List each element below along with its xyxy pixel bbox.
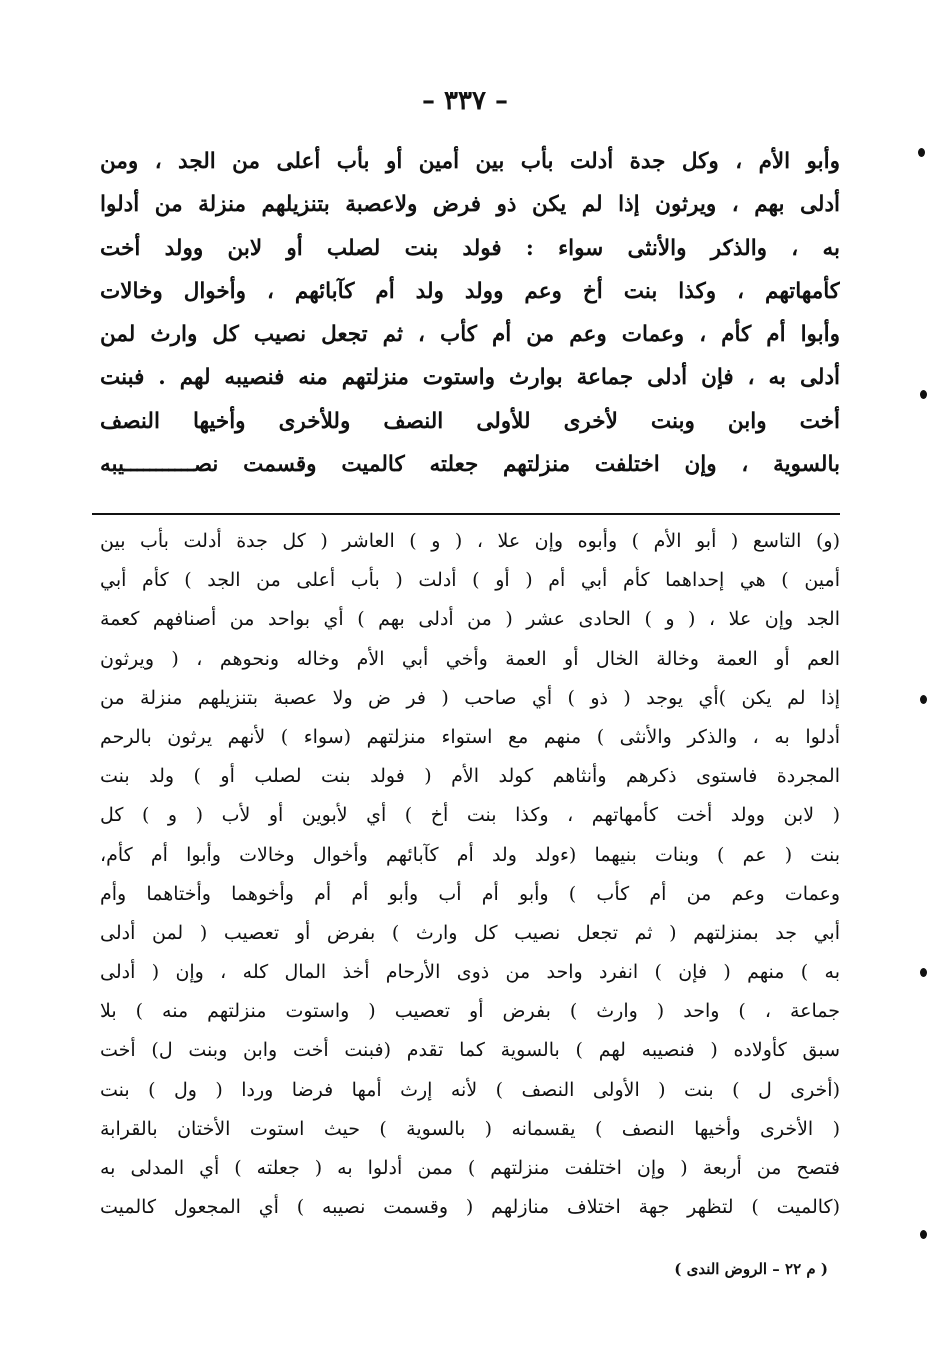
commentary-block (100, 522, 840, 1227)
main-text-line: بالسوية ، وإن اختلفت منزلتهم جعلته كالميت وقسمت نصـــــــــــيبه (100, 452, 840, 478)
binding-hole-mark (920, 1230, 927, 1239)
main-text-line: أدلى بهم ، ويرثون إذا لم يكن ذو فرض ولاعصبة بتنزيلهم منزلة من أدلوا (100, 192, 840, 218)
main-text-line: أخت وابن وبنت لأخرى للأولى النصف وللأخرى وأخيها النصف (100, 408, 840, 434)
commentary-line: (أخرى ل ) بنت ( الأولى النصف ) لأنه إرث أمها فرضا وردا ( ول ) بنت (100, 1078, 840, 1101)
commentary-line: إذا لم يكن )أي يوجد ( ذو ) أي صاحب ( فر ض ولا عصبة بتنزيلهم منزلة من (100, 686, 840, 709)
commentary-line: أبي جد بمنزلتهم ( ثم تجعل نصيب كل وارث ) بفرض أو تعصيب ( لمن أدلى (100, 921, 840, 944)
commentary-line: ( الأخرى وأخيها النصف ) يقسمانه ( بالسوية ) حيث استوت الأختان بالقرابة (100, 1117, 840, 1140)
commentary-line: وعمات وعم من أم كأب ) وأبو أم أب وأبو أم أم وأخوهما وأختاهما وأم (100, 882, 840, 905)
main-text-line: به ، والذكر والأنثى سواء : فولد بنت لصلب أو لابن وولد أخت (100, 235, 840, 261)
binding-hole-mark (918, 148, 925, 157)
separator-rule (92, 513, 840, 515)
main-text-line: كأمهاتهم ، وكذا بنت أخ وعم وولد ولد أم كآبائهم ، وأخوال وخالات (100, 278, 840, 304)
commentary-line: أدلوا به ، والذكر والأنثى ) منهم مع استواء منزلتهم (سواء ) لأنهم يرثون بالرحم (100, 725, 840, 748)
commentary-line: أمين ) هي إحداهما كأم أبي أم ( أو ) أدلت ( بأب أعلى من الجد ) كأم أبي (100, 569, 840, 592)
commentary-line: به ) منهم ( فإن ) انفرد واحد من ذوى الأرحام أخذ المال كله ، وإن ( أدلى (100, 961, 840, 984)
commentary-line: بنت ( عم ) وبنات بنيهما (ءولد ولد أم كآبائهم وأخوال وخالات وأبوا أم كأم، (100, 843, 840, 866)
commentary-line: (كالميت ) لتظهر جهة اختلاف منازلهم ( وقسمت نصيبه ) أي المجعول كالميت (100, 1196, 840, 1219)
main-text-block (100, 140, 840, 486)
page-number: – ٣٣٧ – (421, 86, 509, 116)
signature-text: ( م ٢٢ – الروض الندى ) (674, 1260, 828, 1278)
commentary-line: الجد وإن علا ، ( و ) الحادى عشر ( من أدلى بهم ) أي بواحد من أصنافهم كعمة (100, 608, 840, 631)
binding-hole-mark (920, 968, 927, 977)
binding-hole-mark (920, 695, 927, 704)
main-text-line: وأبوا أم كأم ، وعمات وعم من أم كأب ، ثم تجعل نصيب كل وارث لمن (100, 322, 840, 348)
commentary-line: فتصح من أربعة ( وإن اختلفت منزلتهم ) ممن أدلوا به ( جعلته ) أي المدلى به (100, 1157, 840, 1179)
commentary-line: المجردة فاستوى ذكرهم وأنثاهم كولد الأم ( فولد بنت لصلب أو ) ولد بنت (100, 765, 840, 788)
commentary-line: سبق كأولاده ( فنصيبه لهم ) بالسوية كما تقدم (فبنت أخت وابن وبنت ل) أخت (100, 1039, 840, 1062)
commentary-line: ( لابن وولد أخت كأمهاتهم ، وكذا بنت أخ ) أي لأبوين أو لأب ( و ) كل (100, 804, 840, 827)
binding-hole-mark (920, 390, 927, 399)
commentary-line: العم أو العمة وخالة الخال أو العمة وأخي أبي الأم وخاله ونحوهم ، ( ويرثون (100, 647, 840, 670)
commentary-line: (و) التاسع ( أبو الأم ) وأبوه وإن علا ، ( و ) العاشر ( كل جدة أدلت بأب بين (100, 530, 840, 552)
main-text-line: وأبو الأم ، وكل جدة أدلت بأب بين أمين أو بأب أعلى من الجد ، ومن (100, 149, 840, 174)
main-text-line: أدلى به ، فإن أدلى جماعة بوارث واستوت منزلتهم منه فنصيبه لهم . فبنت (100, 365, 840, 391)
commentary-line: جماعة ، ) واحد ( وارث ) بفرض أو تعصيب ( واستوت منزلتهم منه ) بلا (100, 1000, 840, 1023)
signature-mark (0, 1260, 840, 1278)
